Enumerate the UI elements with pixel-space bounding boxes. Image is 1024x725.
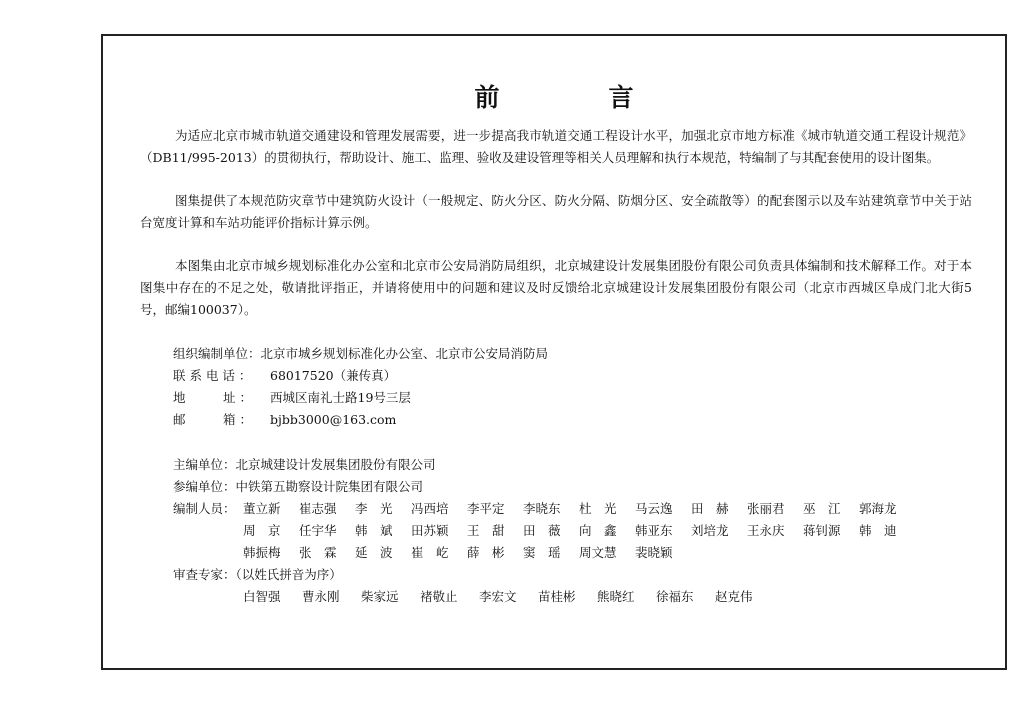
person-name: 董立新 [243, 501, 281, 516]
person-name: 崔 屹 [411, 545, 449, 560]
person-name: 白智强 [243, 589, 281, 604]
email-value: bjbb3000@163.com [270, 412, 397, 427]
person-name: 马云逸 [635, 501, 673, 516]
preface-paragraph-1: 为适应北京市城市轨道交通建设和管理发展需要，进一步提高我市轨道交通工程设计水平，加强北京市地方标准《城市轨道交通工程设计规范》（DB11/995-2013）的贯彻执行，帮助设计、施工、监理、验收及建设管理等相关人员理解和执行本规范，特编制了与其配套使用的设计图集。 [140, 128, 972, 165]
phone-row [173, 365, 548, 387]
preface-paragraph-3: 本图集由北京市城乡规划标准化办公室和北京市公安局消防局组织，北京城建设计发展集团股份有限公司负责具体编制和技术解释工作。对于本图集中存在的不足之处，敬请批评指正，并请将使用中的问题和建议及时反馈给北京城建设计发展集团股份有限公司（北京市西城区阜成门北大街5号，邮编100037）。 [140, 258, 972, 317]
page-title: 前 言 [474, 83, 676, 112]
chief-unit-value: 北京城建设计发展集团股份有限公司 [235, 457, 436, 472]
person-name: 赵克伟 [715, 589, 753, 604]
editors-names-2 [243, 520, 915, 542]
person-name: 田 薇 [523, 523, 561, 538]
reviewers-label-row [173, 564, 915, 586]
editors-names-1 [243, 498, 915, 520]
chief-unit-label: 主编单位： [173, 457, 236, 472]
person-name: 周 京 [243, 523, 281, 538]
person-name: 田苏颖 [411, 523, 449, 538]
person-name: 任宇华 [299, 523, 337, 538]
editors-row-1 [173, 498, 915, 520]
participating-unit-row [173, 476, 915, 498]
person-name: 裴晓颖 [635, 545, 673, 560]
person-name: 韩振梅 [243, 545, 281, 560]
editors-row-2 [173, 520, 915, 542]
person-name: 周文慧 [579, 545, 617, 560]
person-name: 薛 彬 [467, 545, 505, 560]
phone-label: 联 系 电 话 ： [173, 368, 252, 383]
person-name: 田 赫 [691, 501, 729, 516]
org-label: 组织编制单位： [173, 346, 261, 361]
address-row [173, 387, 548, 409]
email-row [173, 409, 548, 431]
page-frame [101, 34, 1007, 670]
person-name: 李 光 [355, 501, 393, 516]
phone-value: 68017520（兼传真） [270, 368, 397, 383]
reviewers-names [173, 586, 915, 608]
person-name: 杜 光 [579, 501, 617, 516]
address-value: 西城区南礼士路19号三层 [270, 390, 411, 405]
person-name: 张丽君 [747, 501, 785, 516]
person-name: 王永庆 [747, 523, 785, 538]
person-name: 李平定 [467, 501, 505, 516]
org-value: 北京市城乡规划标准化办公室、北京市公安局消防局 [260, 346, 549, 361]
person-name: 蒋钊源 [803, 523, 841, 538]
person-name: 李晓东 [523, 501, 561, 516]
person-name: 熊晓红 [597, 589, 635, 604]
editors-label: 编制人员： [173, 501, 236, 516]
credits-block [173, 454, 915, 608]
person-name: 延 波 [355, 545, 393, 560]
editors-indent [173, 520, 243, 542]
person-name: 崔志强 [299, 501, 337, 516]
person-name: 刘培龙 [691, 523, 729, 538]
person-name: 韩亚东 [635, 523, 673, 538]
org-row [173, 343, 548, 365]
person-name: 李宏文 [479, 589, 517, 604]
person-name: 苗桂彬 [538, 589, 576, 604]
person-name: 巫 江 [803, 501, 841, 516]
chief-unit-row [173, 454, 915, 476]
person-name: 向 鑫 [579, 523, 617, 538]
person-name: 窦 瑶 [523, 545, 561, 560]
participating-unit-value: 中铁第五勘察设计院集团有限公司 [235, 479, 424, 494]
person-name: 褚敬止 [420, 589, 458, 604]
person-name: 冯西培 [411, 501, 449, 516]
editors-names-3 [243, 542, 691, 564]
reviewers-label: 审查专家：（以姓氏拼音为序） [173, 567, 342, 582]
person-name: 郭海龙 [859, 501, 897, 516]
preface-paragraph-2: 图集提供了本规范防灾章节中建筑防火设计（一般规定、防火分区、防火分隔、防烟分区、安全疏散等）的配套图示以及车站建筑章节中关于站台宽度计算和车站功能评价指标计算示例。 [140, 193, 972, 230]
email-label: 邮 箱 ： [173, 412, 252, 427]
address-label: 地 址 ： [173, 390, 252, 405]
person-name: 曹永刚 [302, 589, 340, 604]
person-name: 韩 迪 [859, 523, 897, 538]
contact-block [173, 343, 548, 431]
person-name: 徐福东 [656, 589, 694, 604]
person-name: 柴家远 [361, 589, 399, 604]
person-name: 张 霖 [299, 545, 337, 560]
participating-unit-label: 参编单位： [173, 479, 236, 494]
person-name: 王 甜 [467, 523, 505, 538]
editors-row-3 [173, 542, 915, 564]
editors-indent [173, 542, 243, 564]
person-name: 韩 斌 [355, 523, 393, 538]
